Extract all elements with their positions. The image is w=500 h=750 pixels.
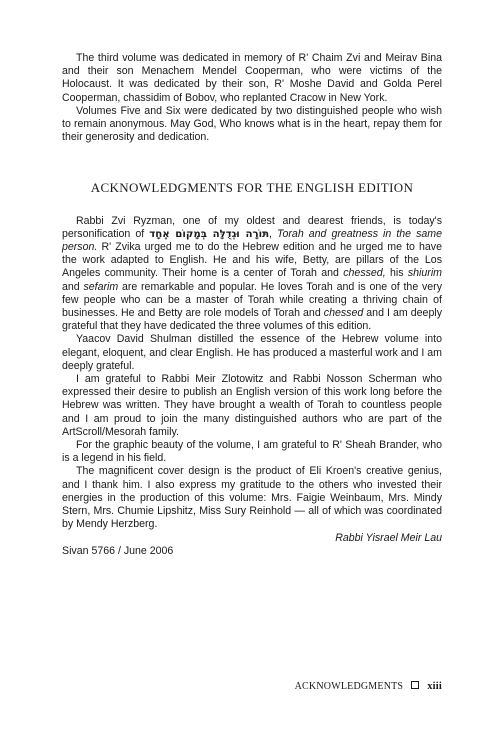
brander-paragraph: For the graphic beauty of the volume, I am grateful to R' Sheah Brander, who is a legend in his field. (62, 439, 442, 465)
section-heading: ACKNOWLEDGMENTS FOR THE ENGLISH EDITION (90, 180, 414, 196)
signature: Rabbi Yisrael Meir Lau (335, 531, 442, 544)
running-footer (295, 681, 442, 692)
shulman-paragraph: Yaacov David Shulman distilled the essence of the Hebrew volume into elegant, eloquent, and clear English. He has produced a masterful work and I am deeply grateful. (62, 333, 442, 372)
cover-design-paragraph: The magnificent cover design is the product of Eli Kroen's creative genius, and I thank him. I also express my gratitude to the others who invested their energies in the production of this volume: Mrs. Faigie Weinbaum, Mrs. Mindy Stern, Mrs. Chumie Lipshitz, Miss Sury Reinhold — all of which was coordinated by Mendy Herzberg. (62, 465, 442, 531)
date-line: Sivan 5766 / June 2006 (62, 544, 174, 557)
footer-label: ACKNOWLEDGMENTS (294, 681, 404, 692)
ryzman-paragraph: Rabbi Zvi Ryzman, one of my oldest and dearest friends, is today's personification of תּוֹרָה וּגְדֻלָּה בְּמָקוֹם אֶחָד, Torah and greatness in the same person. R' Zvika urged me to do the Hebrew edition and he urged me to have the work adapted to English. He and his wife, Betty, are pillars of the Los Angeles community. Their home is a center of Torah and chessed, his shiurim and sefarim are remarkable and popular. He loves Torah and is one of the very few people who can be a master of Torah while creating a thriving chain of businesses. He and Betty are role models of Torah and chessed and I am deeply grateful that they have dedicated the three volumes of this edition. (62, 214, 442, 333)
intro-paragraph-1: The third volume was dedicated in memory of R' Chaim Zvi and Meirav Bina and their son Menachem Mendel Cooperman, who were victims of the Holocaust. It was dedicated by their son, R' Moshe David and Golda Perel Cooperman, chassidim of Bobov, who replanted Cracow in New York. (62, 52, 442, 104)
intro-paragraph-2: Volumes Five and Six were dedicated by two distinguished people who wish to remain anonymous. May God, Who knows what is in the heart, repay them for their generosity and dedication. (62, 104, 442, 144)
square-ornament-icon (411, 681, 419, 689)
text-column (62, 52, 442, 558)
page-number: xiii (427, 681, 442, 692)
hebrew-phrase: תּוֹרָה וּגְדֻלָּה בְּמָקוֹם אֶחָד (149, 228, 270, 240)
artscroll-paragraph: I am grateful to Rabbi Meir Zlotowitz and Rabbi Nosson Scherman who expressed their desire to publish an English version of this work long before the Hebrew was written. They have brought a wealth of Torah to countless people and I am proud to join the many distinguished authors who are part of the ArtScroll/Mesorah family. (62, 373, 442, 438)
